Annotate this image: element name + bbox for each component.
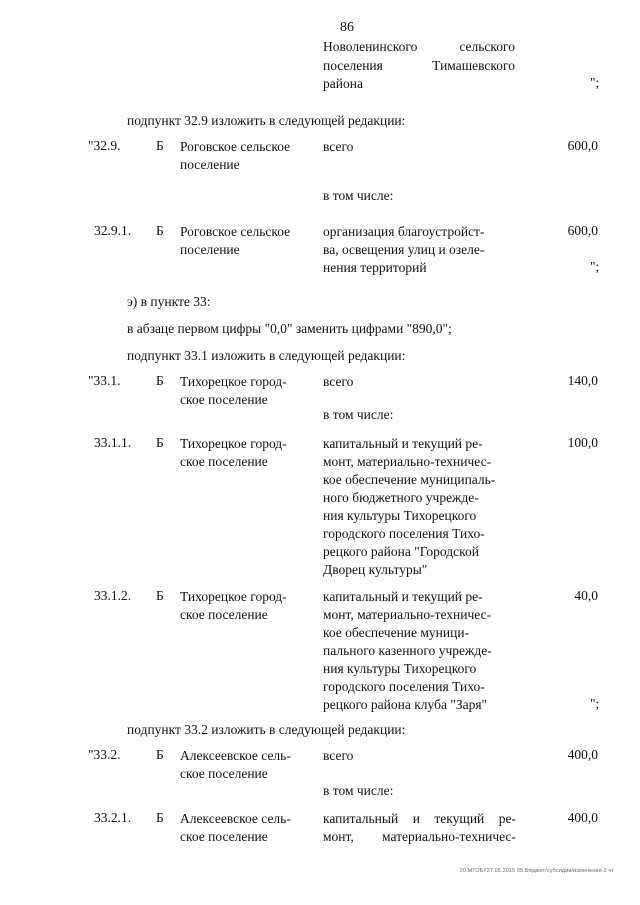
row-amount: 100,0 — [567, 435, 598, 450]
row-amount: 400,0 — [567, 747, 598, 762]
row-recipient — [180, 747, 310, 783]
recipient-line: Тихорецкое город- — [180, 589, 287, 604]
purpose-line: нения территорий — [323, 260, 427, 275]
closing-quote: "; — [590, 259, 600, 274]
recipient-line: ское поселение — [180, 454, 268, 469]
including-label: в том числе: — [323, 783, 394, 798]
row-amount: 40,0 — [574, 588, 598, 603]
purpose-line: рецкого района "Городской — [323, 544, 479, 559]
recipient-line: Алексеевское сель- — [180, 748, 291, 763]
continuation-line: поселения Тимашевского — [323, 57, 515, 73]
continuation-line: района — [323, 76, 363, 91]
row-number: 33.2.1. — [94, 810, 132, 825]
purpose-line: ва, освещения улиц и озеле- — [323, 242, 485, 257]
recipient-line: поселение — [180, 242, 240, 257]
purpose-line: монт, материально-техничес- — [323, 454, 492, 469]
recipient-line: Тихорецкое город- — [180, 374, 287, 389]
row-number: "33.1. — [88, 373, 121, 388]
paragraph-subitem-32-9: подпункт 32.9 изложить в следующей редакции: — [127, 113, 406, 128]
closing-quote: "; — [590, 696, 600, 711]
row-purpose: всего — [323, 748, 354, 763]
row-amount: 600,0 — [567, 138, 598, 153]
closing-quote: "; — [590, 75, 600, 90]
recipient-line: Роговское сельское — [180, 224, 291, 239]
recipient-line: Алексеевское сель- — [180, 811, 291, 826]
purpose-line: капитальный и текущий ре- — [323, 811, 516, 826]
paragraph-point-33: э) в пункте 33: — [127, 294, 211, 309]
purpose-line: городского поселения Тихо- — [323, 679, 485, 694]
recipient-line: Роговское сельское — [180, 139, 291, 154]
purpose-line: кое обеспечение муниципаль- — [323, 472, 496, 487]
row-purpose — [323, 435, 516, 579]
purpose-line: монт, материально-техничес- — [323, 607, 492, 622]
row-category: Б — [156, 747, 164, 762]
recipient-line: ское поселение — [180, 392, 268, 407]
purpose-line: ного бюджетного учрежде- — [323, 490, 479, 505]
purpose-line: рецкого района клуба "Заря" — [323, 697, 488, 712]
purpose-line: ния культуры Тихорецкого — [323, 508, 477, 523]
row-purpose — [323, 223, 516, 277]
row-category: Б — [156, 588, 164, 603]
page-number: 86 — [340, 20, 354, 35]
row-number: "32.9. — [88, 138, 121, 153]
row-recipient — [180, 810, 310, 846]
row-purpose: всего — [323, 374, 354, 389]
row-recipient — [180, 435, 310, 471]
row-purpose: всего — [323, 139, 354, 154]
row-amount: 400,0 — [567, 810, 598, 825]
purpose-line: Дворец культуры" — [323, 562, 428, 577]
purpose-line: городского поселения Тихо- — [323, 526, 485, 541]
row-category: Б — [156, 435, 164, 450]
purpose-line: ния культуры Тихорецкого — [323, 661, 477, 676]
row-purpose — [323, 810, 516, 846]
purpose-line: монт, материально-техничес- — [323, 829, 516, 844]
row-number: 33.1.2. — [94, 588, 132, 603]
footer-file-path: 20.МГОБУ27.05.2015 05.Бюджет/субсидии/изменения-2 чт — [459, 868, 614, 874]
purpose-line: организация благоустройст- — [323, 224, 485, 239]
row-purpose — [323, 588, 516, 714]
row-category: Б — [156, 810, 164, 825]
paragraph-subitem-33-2: подпункт 33.2 изложить в следующей редакции: — [127, 722, 406, 737]
recipient-line: ское поселение — [180, 607, 268, 622]
row-category: Б — [156, 373, 164, 388]
including-label: в том числе: — [323, 188, 394, 203]
row-recipient — [180, 588, 310, 624]
row-category: Б — [156, 138, 164, 153]
row-amount: 140,0 — [567, 373, 598, 388]
row-recipient — [180, 138, 310, 174]
purpose-line: капитальный и текущий ре- — [323, 589, 483, 604]
row-category: Б — [156, 223, 164, 238]
including-label: в том числе: — [323, 407, 394, 422]
row-recipient — [180, 223, 310, 259]
paragraph-subitem-33-1: подпункт 33.1 изложить в следующей редакции: — [127, 348, 406, 363]
recipient-line: Тихорецкое город- — [180, 436, 287, 451]
recipient-line: ское поселение — [180, 829, 268, 844]
row-recipient — [180, 373, 310, 409]
row-amount: 600,0 — [567, 223, 598, 238]
recipient-line: ское поселение — [180, 766, 268, 781]
paragraph-first-indent: в абзаце первом цифры "0,0" заменить цифрами "890,0"; — [127, 321, 452, 336]
continuation-text — [323, 38, 515, 94]
purpose-line: капитальный и текущий ре- — [323, 436, 483, 451]
recipient-line: поселение — [180, 157, 240, 172]
row-number: "33.2. — [88, 747, 121, 762]
continuation-line: Новоленинского сельского — [323, 39, 515, 54]
purpose-line: кое обеспечение муници- — [323, 625, 470, 640]
purpose-line: пального казенного учрежде- — [323, 643, 492, 658]
row-number: 33.1.1. — [94, 435, 132, 450]
row-number: 32.9.1. — [94, 223, 132, 238]
